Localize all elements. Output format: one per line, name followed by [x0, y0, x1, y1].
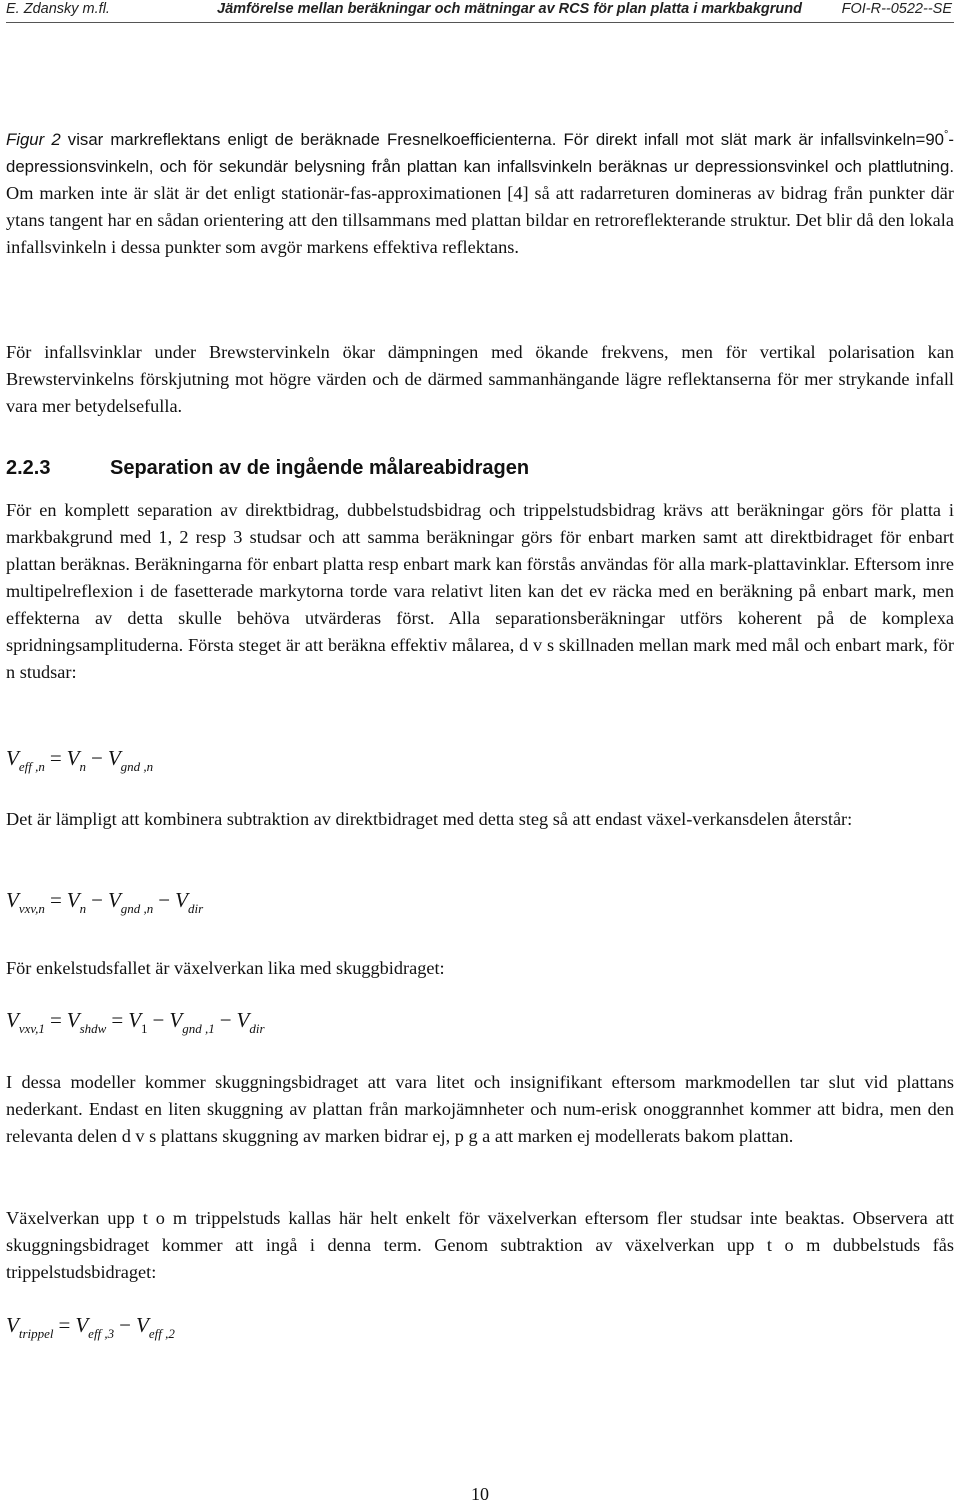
- degree-symbol: °: [944, 129, 949, 141]
- equation-interaction: $V_{vxv,n} = V_n - V_{gnd ,n} - V_{dir}$: [6, 888, 204, 916]
- paragraph-single-bounce: För enkelstudsfallet är växelverkan lika med skuggbidraget:: [6, 958, 445, 978]
- header-divider: [6, 22, 954, 23]
- page-number: 10: [471, 1484, 489, 1504]
- paragraph-fresnel-reflectance: [6, 122, 954, 261]
- paragraph-subtract-direct: Det är lämpligt att kombinera subtraktion av direktbidraget med detta steg så att endast växel-verkansdelen återstår:: [6, 809, 853, 829]
- paragraph-triple-bounce: Växelverkan upp t o m trippelstuds kallas här helt enkelt för växelverkan eftersom fler studsar inte beaktas. Observera att skuggningsbidraget kommer att ingå i denna term. Genom subtraktion av växelverkan upp t o m dubbelstuds fås trippelstudsbidraget:: [6, 1208, 954, 1282]
- paragraph-separation: För en komplett separation av direktbidrag, dubbelstudsbidrag och trippelstudsbidrag krävs att beräkningar görs för platta i markbakgrund med 1, 2 resp 3 studsar och att samma beräkningar görs för enbart marken samt att direktbidraget för enbart plattan beräknas. Beräkningarna för enbart platta resp enbart mark kan förstås användas för alla mark-plattavinklar. Eftersom inre multipelreflexion i de fasetterade markytorna torde vara relativt liten kan det ev räcka med en beräkning på enbart mark, men effekterna av detta skulle behöva utvärderas först. Alla separationsberäkningar utförs koherent på de komplexa spridningsamplituderna. Första steget är att beräkna effektiv målarea, d v s skillnaden mellan mark med mål och enbart mark, för n studsar:: [6, 500, 954, 682]
- header-report-id: FOI-R--0522--SE: [841, 1, 952, 17]
- paragraph-brewster-angle: För infallsvinklar under Brewstervinkeln ökar dämpningen med ökande frekvens, men för vertikal polarisation kan Brewstervinkelns förskjutning mot högre värden och de därmed sammanhängande lägre reflektanserna för mer strykande infall vara mer betydelsefulla.: [6, 342, 954, 416]
- header-authors: E. Zdansky m.fl.: [6, 1, 110, 17]
- equation-shadow: $V_{vxv,1} = V_{shdw} = V_1 - V_{gnd ,1} - V_{dir}$: [6, 1008, 265, 1036]
- equation-triple: $V_{trippel} = V_{eff ,3} - V_{eff ,2}$: [6, 1313, 175, 1341]
- section-heading: [6, 457, 529, 480]
- paragraph-text: visar markreflektans enligt de beräknade Fresnelkoefficienterna. För direkt infall mot slät mark är infallsvinkeln=90: [60, 130, 944, 150]
- header-title: Jämförelse mellan beräkningar och mätningar av RCS för plan platta i markbakgrund: [217, 1, 802, 17]
- paragraph-text: Om marken inte är slät är det enligt stationär-fas-approximationen [4] så att radarreturen domineras av bidrag från punkter där ytans tangent har en sådan orientering att den tillsammans med plattan bildar en retroreflekterande struktur.: [6, 183, 954, 231]
- equation-effective-rcs: $V_{eff ,n} = V_n - V_{gnd ,n}$: [6, 746, 154, 774]
- section-title: Separation av de ingående målareabidragen: [110, 457, 530, 479]
- section-number: 2.2.3: [6, 457, 51, 479]
- paragraph-text: Det blir då den lokala infallsvinkeln i dessa punkter som avgör markens effektiva reflektans.: [6, 210, 954, 258]
- paragraph-text: -depressionsvinkeln, och för sekundär belysning från plattan kan infallsvinkeln beräknas ur depressionsvinkel och plattlutning.: [6, 130, 954, 177]
- figure-reference: Figur 2: [6, 130, 61, 150]
- running-header: [6, 0, 952, 22]
- paragraph-shadowing: I dessa modeller kommer skuggningsbidraget att vara litet och insignifikant eftersom markmodellen tar slut vid plattans nederkant. Endast en liten skuggning av plattan från markojämnheter och num-erisk onoggrannhet kommer att bidra, men den relevanta delen d v s plattans skuggning av marken bidrar ej, p g a att marken ej modellerats bakom plattan.: [6, 1072, 954, 1146]
